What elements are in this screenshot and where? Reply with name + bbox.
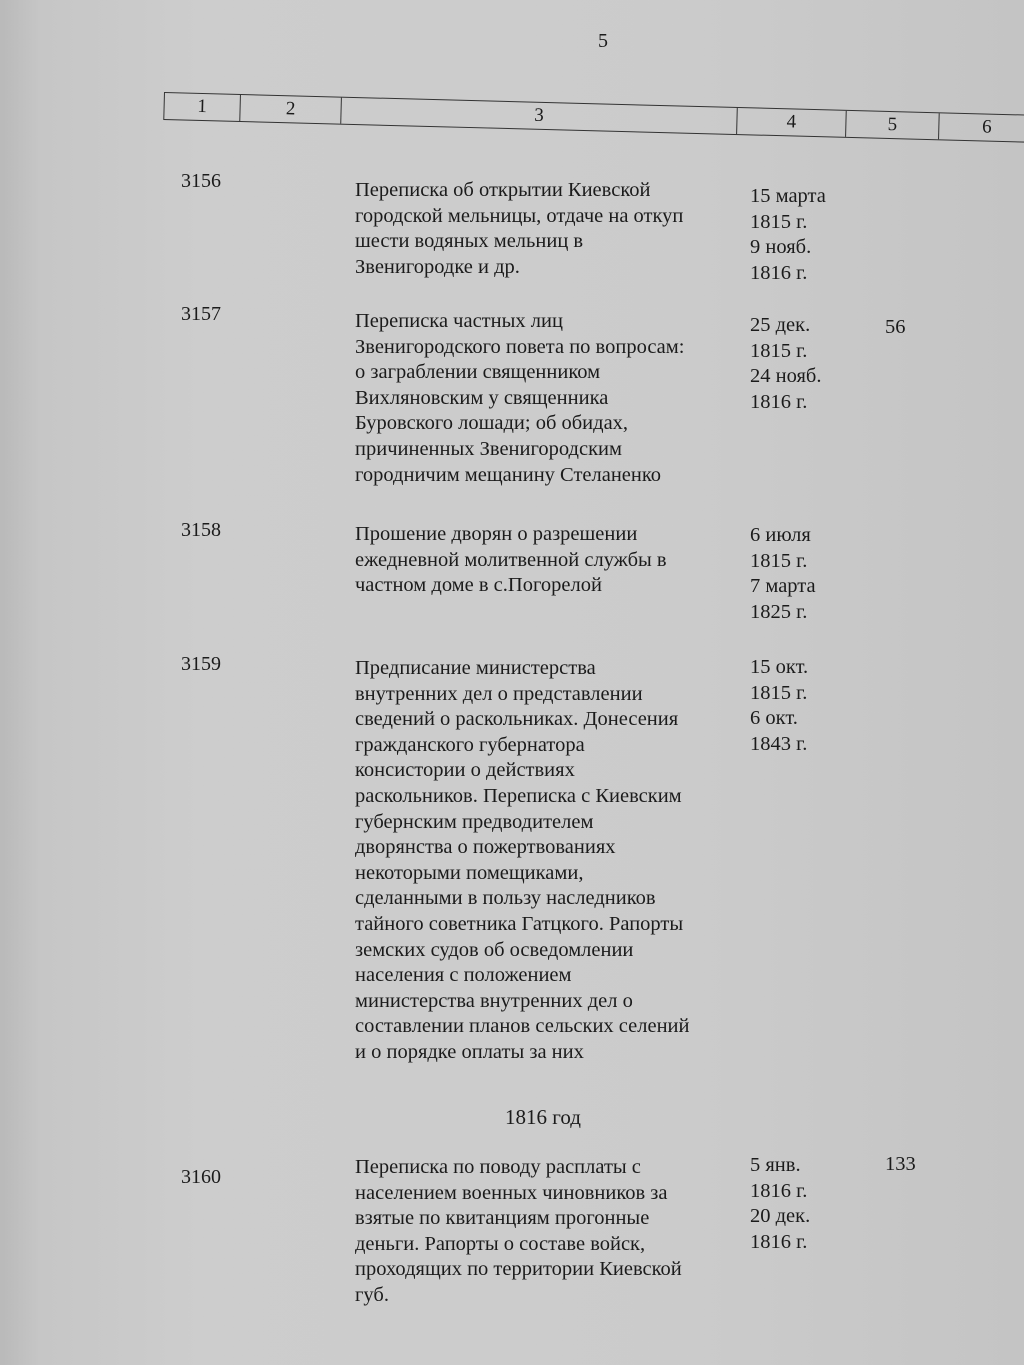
entry-description (355, 656, 745, 1066)
description-line: раскольников. Переписка с Киевским (355, 784, 682, 807)
description-line: дворянства о пожертвованиях (355, 836, 616, 859)
column-header-5: 5 (846, 111, 940, 139)
entry-description (355, 309, 745, 488)
entry-number: 3156 (181, 170, 221, 192)
description-line: Переписка частных лиц (355, 310, 563, 332)
description-line: населения с положением (355, 964, 572, 987)
entry-dates (750, 523, 816, 625)
description-line: сделанными в пользу наследников (355, 887, 656, 910)
entry-description (355, 1155, 745, 1309)
description-line: Прошение дворян о разрешении (355, 523, 638, 545)
description-line: внутренних дел о представлении (355, 682, 643, 705)
description-line: составлении планов сельских селений (355, 1015, 690, 1038)
description-line: министерства внутренних дел о (355, 989, 633, 1012)
date-line: 1815 г. (750, 210, 808, 233)
description-line: взятые по квитанциям прогонные (355, 1207, 650, 1230)
entry-description (355, 522, 745, 599)
date-line: 15 окт. (750, 656, 809, 678)
description-line: населением военных чиновников за (355, 1181, 668, 1204)
description-line: о заграблении священником (355, 361, 601, 384)
entry-number: 3157 (181, 303, 221, 325)
date-line: 6 июля (750, 524, 811, 546)
description-line: сведений о раскольниках. Донесения (355, 708, 679, 731)
date-line: 1815 г. (750, 549, 808, 572)
date-line: 7 марта (750, 575, 816, 598)
column-header-3: 3 (341, 98, 738, 134)
description-line: проходящих по территории Киевской (355, 1258, 682, 1281)
description-line: Звенигородке и др. (355, 255, 520, 278)
entry-dates (750, 313, 821, 415)
description-line: городничим мещанину Стеланенко (355, 463, 662, 486)
description-line: консистории о действиях (355, 759, 575, 782)
description-line: тайного советника Гатцкого. Рапорты (355, 912, 684, 935)
description-line: ежедневной молитвенной службы в (355, 548, 667, 571)
description-line: Звенигородского повета по вопросам: (355, 335, 685, 358)
description-line: гражданского губернатора (355, 733, 585, 756)
date-line: 20 дек. (750, 1205, 811, 1228)
description-line: губернским предводителем (355, 810, 594, 833)
description-line: Вихляновским у священника (355, 386, 609, 409)
column-header-1: 1 (164, 93, 241, 121)
date-line: 15 марта (750, 185, 826, 207)
description-line: Буровского лошади; об обидах, (355, 412, 629, 435)
column-header-2: 2 (240, 95, 342, 124)
entry-dates (750, 184, 826, 286)
date-line: 6 окт. (750, 707, 798, 730)
date-line: 25 дек. (750, 314, 811, 336)
column-header-6: 6 (981, 116, 992, 138)
date-line: 1816 г. (750, 1230, 808, 1253)
entry-number: 3160 (181, 1166, 221, 1188)
entry-number: 3158 (181, 519, 221, 541)
description-line: земских судов об осведомлении (355, 938, 634, 961)
date-line: 1815 г. (750, 339, 808, 362)
description-line: и о порядке оплаты за них (355, 1040, 584, 1063)
description-line: Предписание министерства (355, 657, 596, 679)
description-line: деньги. Рапорты о составе войск, (355, 1232, 646, 1255)
year-heading: 1816 год (505, 1105, 581, 1129)
entry-dates (750, 1153, 810, 1255)
description-line: шести водяных мельниц в (355, 230, 584, 253)
date-line: 1815 г. (750, 681, 808, 704)
date-line: 5 янв. (750, 1154, 801, 1176)
column-header-4: 4 (737, 108, 847, 137)
entry-number: 3159 (181, 653, 221, 675)
date-line: 1816 г. (750, 1179, 808, 1202)
description-line: Переписка об открытии Киевской (355, 179, 651, 201)
date-line: 1816 г. (750, 390, 808, 413)
entry-dates (750, 655, 808, 757)
entry-sheet-count: 56 (885, 316, 906, 338)
entry-sheet-count: 133 (885, 1153, 916, 1175)
column-header-row (163, 92, 1024, 143)
description-line: частном доме в с.Погорелой (355, 574, 602, 597)
date-line: 1825 г. (750, 600, 808, 623)
page-number: 5 (598, 30, 608, 52)
description-line: причиненных Звенигородским (355, 437, 622, 460)
description-line: губ. (355, 1283, 389, 1306)
description-line: Переписка по поводу расплаты с (355, 1156, 641, 1178)
date-line: 1816 г. (750, 261, 808, 284)
description-line: городской мельницы, отдаче на откуп (355, 204, 684, 227)
date-line: 9 нояб. (750, 236, 812, 259)
date-line: 1843 г. (750, 732, 808, 755)
date-line: 24 нояб. (750, 365, 822, 388)
entry-description (355, 178, 745, 280)
description-line: некоторыми помещиками, (355, 861, 584, 884)
